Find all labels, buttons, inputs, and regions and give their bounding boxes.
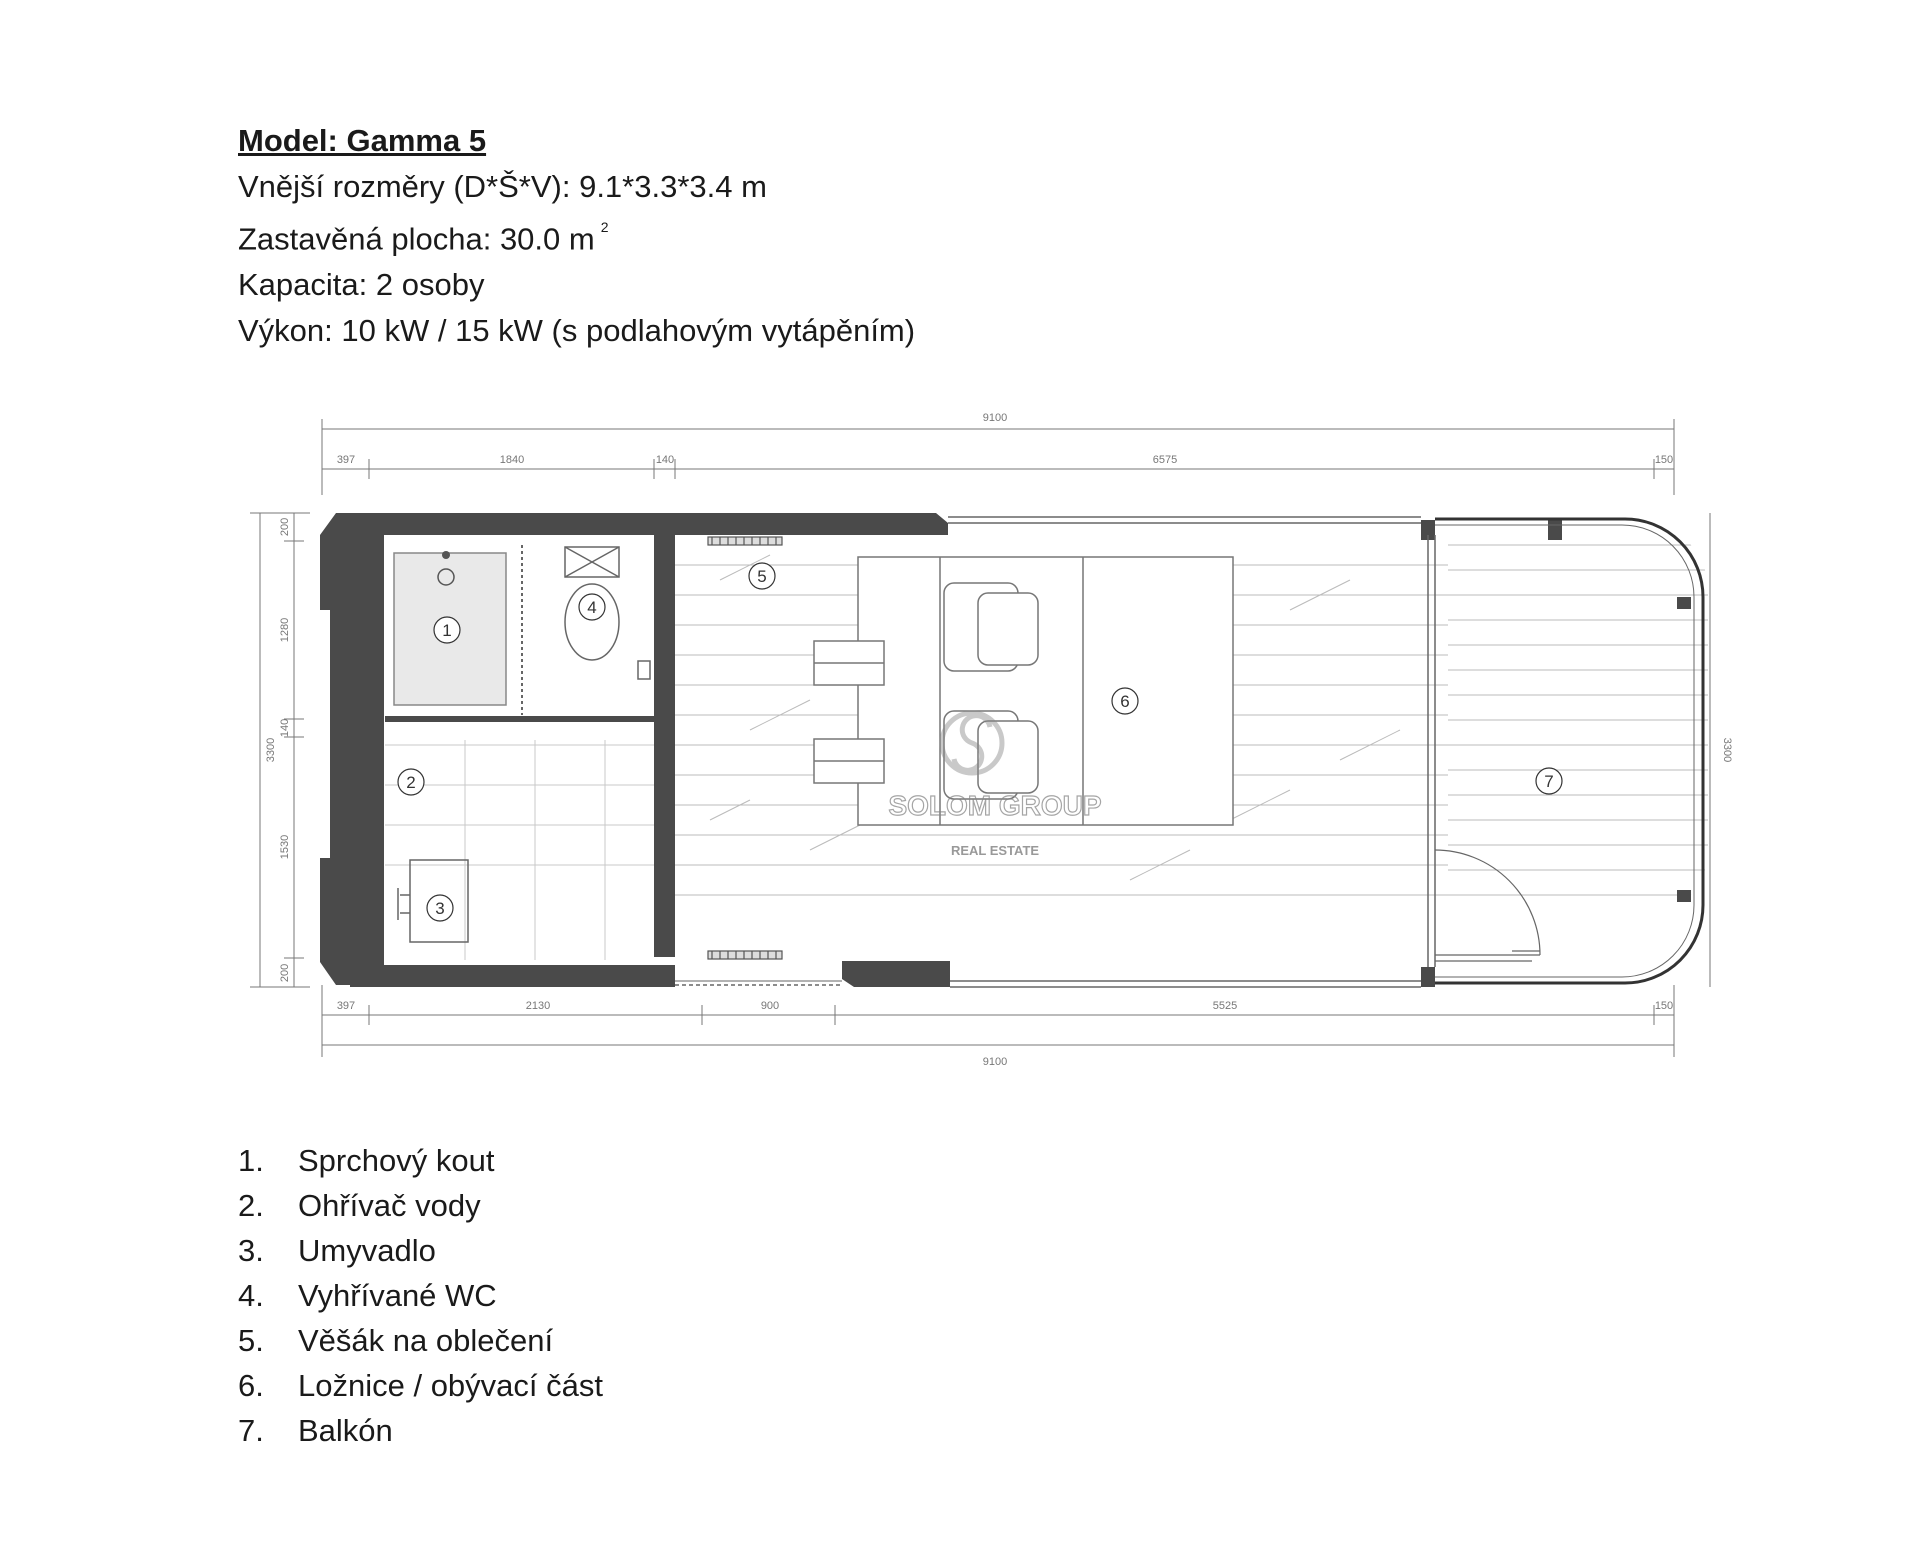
dimensions-line: Vnější rozměry (D*Š*V): 9.1*3.3*3.4 m [238,169,767,204]
dim-bottom-seg-2: 2130 [525,1000,551,1012]
dim-left-seg-2: 1280 [279,617,291,643]
model-title: Model: Gamma 5 [238,123,487,158]
legend-item [238,1228,603,1273]
coat-rack-bottom [708,951,782,959]
legend-num: 5. [238,1323,264,1358]
bathroom-floor-tiles [385,740,675,960]
room-marker-6 [1112,688,1138,714]
area-sup: 2 [600,219,609,235]
legend-label: Sprchový kout [298,1143,495,1178]
legend-num: 7. [238,1413,264,1448]
area-text: Zastavěná plocha: 30.0 m [238,221,595,257]
legend-label: Ložnice / obývací část [298,1368,603,1403]
dim-top-seg-2: 1840 [499,454,525,466]
legend-label: Vyhřívané WC [298,1278,497,1313]
dim-bottom-seg-3: 900 [760,1000,780,1012]
dim-top-total: 9100 [982,412,1008,424]
dim-top-seg-5: 150 [1654,454,1674,466]
room-marker-6-label: 6 [1120,692,1130,711]
room-marker-7-label: 7 [1544,772,1554,791]
floor-plan [250,395,1733,1095]
legend-num: 1. [238,1143,264,1178]
dimensions-bottom [322,985,1674,1057]
room-marker-5-label: 5 [757,567,767,586]
legend-item [238,1363,603,1408]
room-marker-2-label: 2 [406,773,416,792]
coat-rack-top [708,537,782,545]
dim-left-seg-5: 200 [279,963,291,983]
legend-item [238,1183,603,1228]
room-marker-1-label: 1 [442,621,452,640]
legend-num: 3. [238,1233,264,1268]
balcony-railing-inner [1435,525,1694,977]
legend-label: Ohřívač vody [298,1188,481,1223]
room-marker-1 [434,617,460,643]
watermark-main: SOLOM GROUP [888,790,1102,821]
dim-bottom-seg-1: 397 [336,1000,356,1012]
legend-num: 4. [238,1278,264,1313]
power-line: Výkon: 10 kW / 15 kW (s podlahovým vytápěním) [238,313,916,349]
bed [814,557,1233,825]
dim-top-seg-1: 397 [336,454,356,466]
balcony-railing [1435,519,1703,983]
room-marker-3 [427,895,453,921]
dim-top-seg-4: 6575 [1152,454,1178,466]
room-marker-3-label: 3 [435,899,445,918]
legend-item [238,1318,603,1363]
dim-left-total: 3300 [265,737,277,763]
watermark-sub: REAL ESTATE [950,843,1040,858]
dim-left-seg-3: 140 [279,718,291,738]
legend-num: 2. [238,1188,264,1223]
room-marker-7 [1536,768,1562,794]
floor-balcony-planks [1448,545,1710,895]
dim-bottom-seg-5: 150 [1654,1000,1674,1012]
legend-item [238,1408,603,1453]
legend-item [238,1273,603,1318]
wc-toilet [565,547,650,679]
legend-item [238,1138,603,1183]
dim-top-seg-3: 140 [655,454,675,466]
capacity-line: Kapacita: 2 osoby [238,267,485,303]
area-line [238,210,1638,262]
legend-num: 6. [238,1368,264,1403]
dim-left-seg-4: 1530 [279,834,291,860]
header [238,118,1638,354]
legend-label: Umyvadlo [298,1233,436,1268]
dimensions-left [250,513,310,987]
legend-label: Balkón [298,1413,393,1448]
room-marker-2 [398,769,424,795]
room-marker-4-label: 4 [587,598,597,617]
dim-right-total: 3300 [1721,737,1733,763]
dimensions-top [322,419,1674,495]
dim-bottom-seg-4: 5525 [1212,1000,1238,1012]
balcony-door [1435,850,1540,961]
room-marker-5 [749,563,775,589]
legend-label: Věšák na oblečení [298,1323,554,1358]
dim-left-seg-1: 200 [279,517,291,537]
dim-bottom-total: 9100 [982,1056,1008,1068]
room-marker-4 [579,594,605,620]
legend [238,1138,603,1453]
